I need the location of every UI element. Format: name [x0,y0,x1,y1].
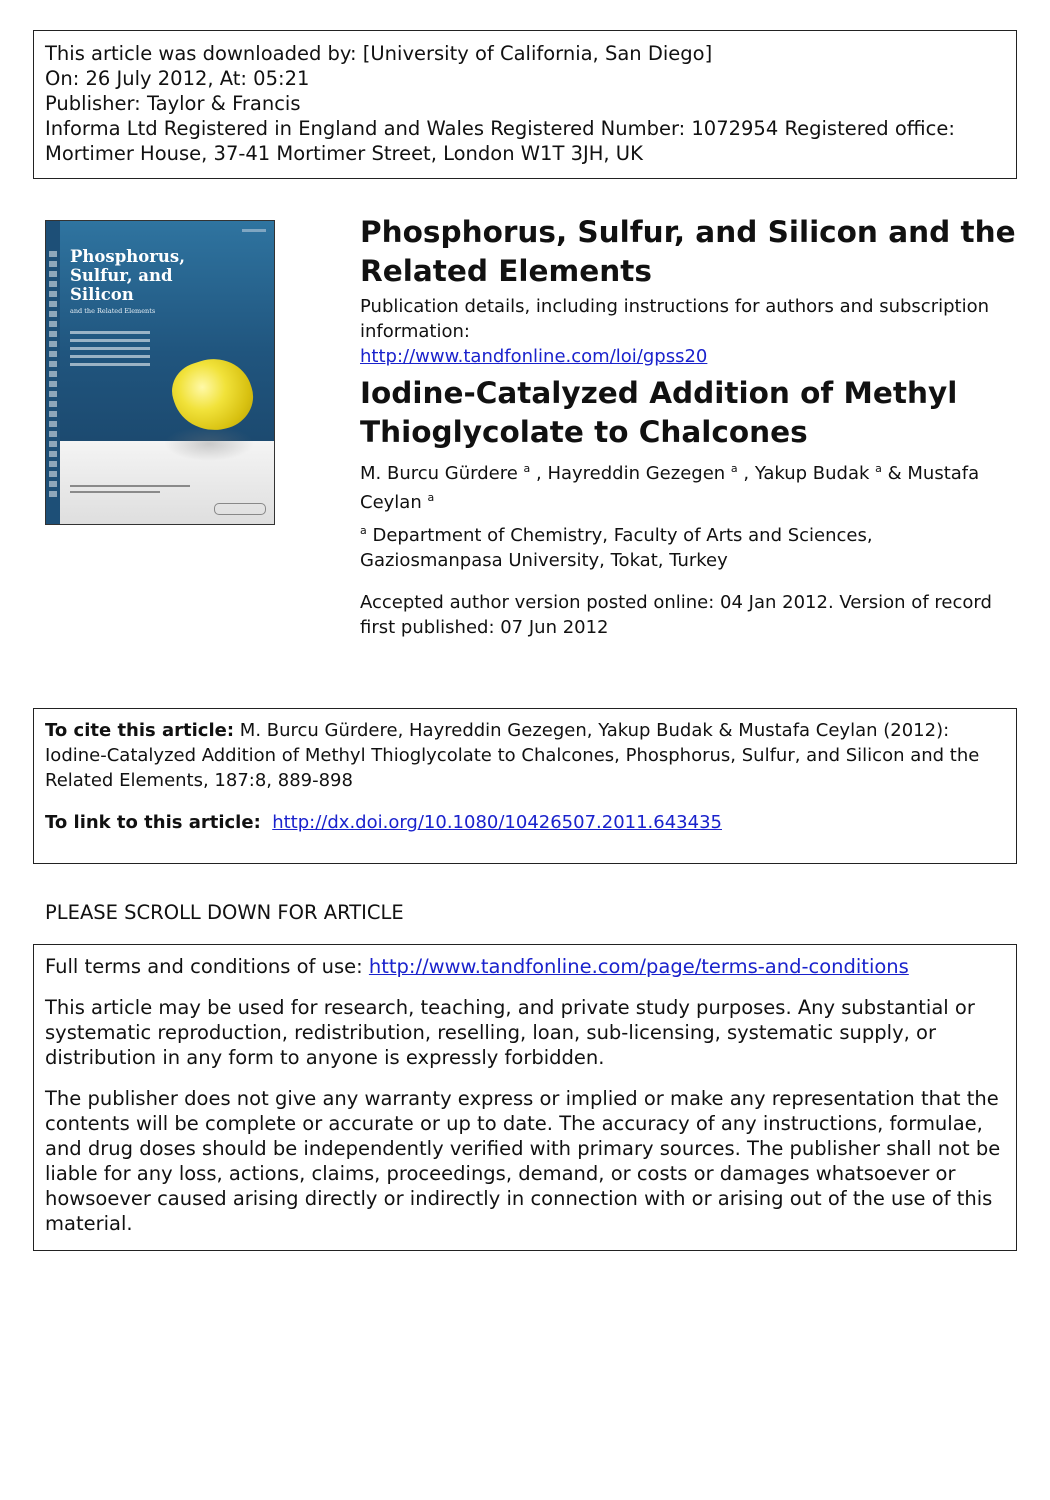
citation-paragraph [45,718,1005,793]
accepted-date-text: Accepted author version posted online: 04 Jan 2012. Version of record first published: 07 Jun 2012 [360,592,992,638]
cover-spine-text [49,251,57,501]
author-name: Hayreddin Gezegen [547,463,726,484]
author-name: Yakup Budak [754,463,870,484]
cover-contents-lines [70,331,150,371]
publisher-logo-icon [214,503,266,515]
cite-text: M. Burcu Gürdere, Hayreddin Gezegen, Yakup Budak & Mustafa Ceylan (2012): Iodine-Catalyzed Addition of Methyl Thioglycolate to Chalcones, Phosphorus, Sulfur, and Silicon and the Related Elements, 187:8, 889-898 [45,720,980,791]
affiliation-sup: a [360,524,367,537]
journal-url-link[interactable]: http://www.tandfonline.com/loi/gpss20 [360,346,708,367]
cover-title: Phosphorus, Sulfur, and Silicon [70,247,185,304]
terms-box [33,944,1017,1251]
terms-label: Full terms and conditions of use: [45,955,363,978]
author-affil-sup: a [523,462,531,475]
registered-office-text: Informa Ltd Registered in England and Wales Registered Number: 1072954 Registered office: Mortimer House, 37-41 Mortimer Street, London W1T 3JH, UK [45,117,955,165]
publication-details-text: Publication details, including instructions for authors and subscription information: [360,296,990,342]
cite-label: To cite this article: [45,720,235,741]
scroll-down-note: PLEASE SCROLL DOWN FOR ARTICLE [45,901,404,924]
article-title: Iodine-Catalyzed Addition of Methyl Thioglycolate to Chalcones [360,376,958,449]
cover-editor-lines [70,485,190,497]
downloaded-by-text: This article was downloaded by: [University of California, San Diego] [45,42,713,65]
citation-box [33,708,1017,864]
journal-cover-image [45,220,275,525]
terms-link[interactable]: http://www.tandfonline.com/page/terms-and-conditions [368,955,909,978]
download-date-text: On: 26 July 2012, At: 05:21 [45,67,310,90]
publisher-text: Publisher: Taylor & Francis [45,92,301,115]
crystal-shadow [164,426,254,461]
cover-issn [242,229,266,232]
affiliation-text: Department of Chemistry, Faculty of Arts and Sciences, Gaziosmanpasa University, Tokat, Turkey [360,525,873,571]
link-label: To link to this article: [45,812,261,833]
terms-paragraph-usage: This article may be used for research, teaching, and private study purposes. Any substantial or systematic reproduction, redistribution, reselling, loan, sub-licensing, systematic supply, or distribution in any form to anyone is expressly forbidden. [45,996,975,1069]
author-affil-sup: a [730,462,738,475]
terms-paragraph-disclaimer: The publisher does not give any warranty express or implied or make any representation that the contents will be complete or accurate or up to date. The accuracy of any instructions, formulae, and drug doses should be independently verified with primary sources. The publisher shall not be liable for any loss, actions, claims, proceedings, demand, or costs or damages whatsoever or howsoever caused arising directly or indirectly in connection with or arising out of the use of this material. [45,1087,1001,1235]
article-link-line [45,810,1005,835]
affiliation [360,523,1020,573]
journal-title: Phosphorus, Sulfur, and Silicon and the Related Elements [360,215,1016,288]
author-separator: , [530,463,548,484]
terms-line [45,954,1005,979]
author-name: M. Burcu Gürdere [360,463,518,484]
author-separator: , [737,463,755,484]
author-affil-sup: a [875,462,882,475]
doi-link[interactable]: http://dx.doi.org/10.1080/10426507.2011.643435 [272,812,722,833]
author-list [360,459,1020,517]
author-separator: & [881,463,908,484]
author-name: Mustafa Ceylan [360,463,980,513]
author-affil-sup: a [427,491,435,504]
download-notice-box [33,30,1017,179]
cover-subtitle: and the Related Elements [70,307,156,315]
publication-details [360,294,1020,369]
article-info [360,213,1020,640]
